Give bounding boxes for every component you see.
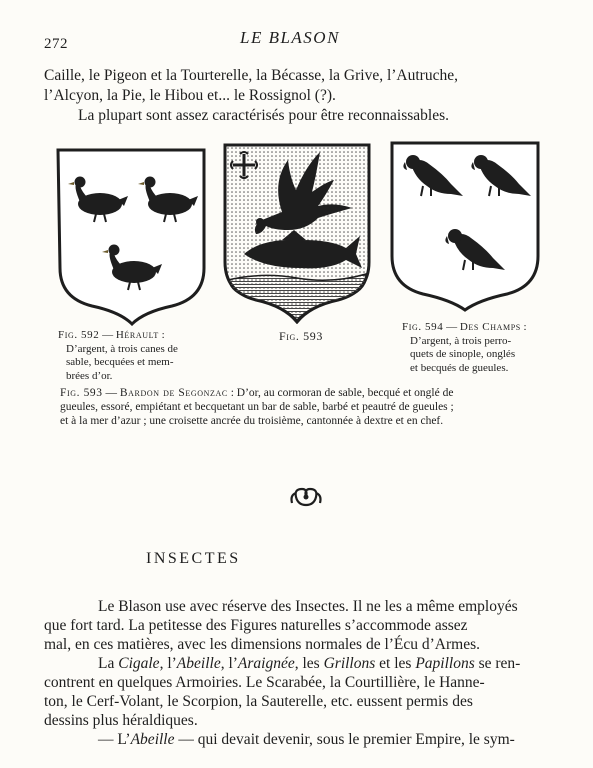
legend-fig-593: Fig. 593 — Bardon de Segonzac : D’or, au cormoran de sable, becqué et onglé de gueules, essoré, empiétant et becquetant un bar de sable, barbé et peautré de gueules ; et à la mer d’azur ; une croisette ancrée du troisième, cantonnée à dextre et en chef. — [60, 387, 454, 427]
caption-fig-593: Fig. 593 — [279, 329, 323, 343]
shield-592-image — [54, 146, 210, 326]
intro-line-1: Caille, le Pigeon et la Tourterelle, la Bécasse, la Grive, l’Autruche, — [44, 67, 458, 84]
insectes-p2-line-4: dessins plus héraldiques. — [44, 712, 198, 729]
ornament-icon — [288, 483, 324, 514]
page-number: 272 — [44, 36, 68, 52]
insectes-p1-line-1: Le Blason use avec réserve des Insectes. Il ne les a même employés — [98, 598, 518, 615]
intro-line-3: La plupart sont assez caractérisés pour être reconnaissables. — [78, 107, 449, 124]
intro-line-2: l’Alcyon, la Pie, le Hibou et... le Rossignol (?). — [44, 87, 336, 104]
insectes-p1-line-3: mal, en ces matières, avec les dimensions normales de l’Écu d’Armes. — [44, 636, 481, 653]
section-heading: INSECTES — [146, 550, 241, 567]
caption-fig-592: Fig. 592 — Hérault : D’argent, à trois canes de sable, becquées et mem- brées d’or. — [58, 329, 178, 382]
insectes-p2-line-2: contrent en quelques Armoiries. Le Scarabée, la Courtillière, le Hanne- — [44, 674, 485, 691]
shield-593-image — [222, 142, 372, 324]
shield-594-image — [389, 140, 541, 312]
running-title: LE BLASON — [240, 28, 340, 47]
insectes-p3-line-1: — L’Abeille — qui devait devenir, sous le premier Empire, le sym- — [98, 731, 515, 748]
insectes-p2-line-1: La Cigale, l’Abeille, l’Araignée, les Grillons et les Papillons se ren- — [98, 655, 521, 672]
insectes-p1-line-2: que fort tard. La petitesse des Figures naturelles s’accommode assez — [44, 617, 468, 634]
insectes-p2-line-3: ton, le Cerf-Volant, le Scorpion, la Sauterelle, etc. eussent permis des — [44, 693, 473, 710]
caption-fig-594: Fig. 594 — Des Champs : D’argent, à trois perro- quets de sinople, onglés et becqués de gueules. — [402, 321, 527, 374]
